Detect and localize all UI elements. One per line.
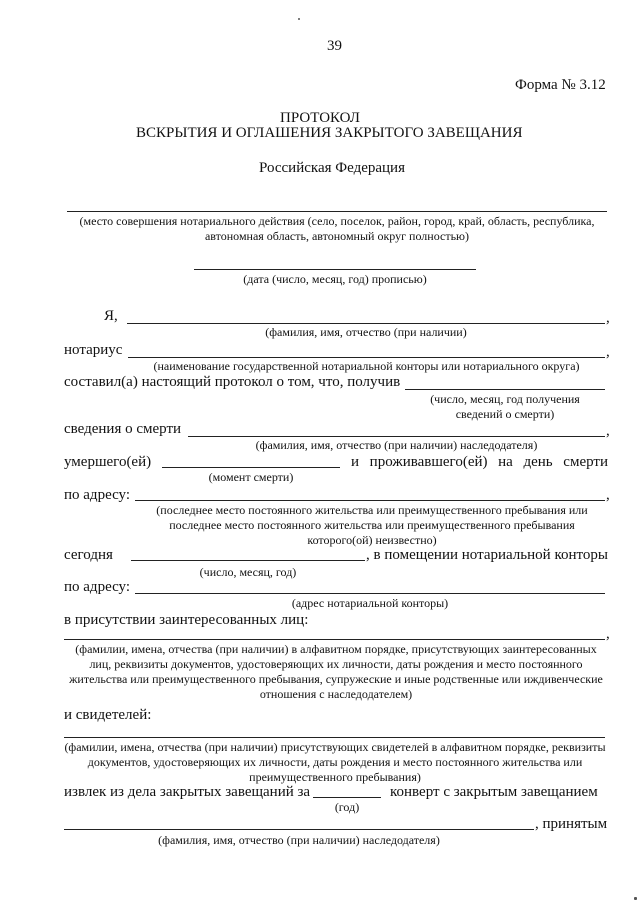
notary-office-caption: (наименование государственной нотариальной конторы или нотариального округа) xyxy=(153,359,580,373)
comma: , xyxy=(606,310,610,326)
label-address-2: по адресу: xyxy=(64,579,131,595)
comma: , xyxy=(606,344,610,360)
label-extracted: извлек из дела закрытых завещаний за xyxy=(64,784,311,800)
country-name: Российская Федерация xyxy=(259,160,405,176)
label-death-info: сведения о смерти xyxy=(64,421,182,437)
label-envelope: конверт с закрытым завещанием xyxy=(390,784,598,800)
interested-persons-caption: (фамилии, имена, отчества (при наличии) в алфавитном порядке, присутствующих заинтересованных лиц, реквизиты документов, удостоверяющих их личности, даты рождения и место постоянного жительства или преимущественного пребывания, супружеские и иные родственные или иждивенческие отношения с наследодателем) xyxy=(69,642,603,701)
info-date-caption: (число, месяц, год получения сведений о смерти) xyxy=(430,392,580,421)
last-address-caption: (последнее место постоянного жительства или преимущественного пребывания или последнее место постоянного жительства или преимущественного пребывания которого(ой) неизвестно) xyxy=(156,503,588,547)
comma: , xyxy=(606,423,610,439)
witnesses-line[interactable] xyxy=(64,737,605,738)
notary-office-line[interactable] xyxy=(128,357,605,358)
today-date-line[interactable] xyxy=(131,560,365,561)
testator-final-caption: (фамилия, имя, отчество (при наличии) наследодателя) xyxy=(158,833,440,847)
comma: , xyxy=(606,626,610,642)
today-date-caption: (число, месяц, год) xyxy=(199,565,297,579)
label-accepted: , принятым xyxy=(535,816,608,832)
death-moment-caption: (момент смерти) xyxy=(208,470,294,484)
place-field-line[interactable] xyxy=(67,211,607,212)
comma: , xyxy=(606,487,610,503)
info-date-line[interactable] xyxy=(405,389,605,390)
label-lived: и проживавшего(ей) на день смерти xyxy=(351,454,608,470)
notary-name-caption: (фамилия, имя, отчество (при наличии) xyxy=(265,325,467,339)
date-field-line[interactable] xyxy=(194,269,476,270)
date-caption: (дата (число, месяц, год) прописью) xyxy=(243,272,427,286)
year-line[interactable] xyxy=(313,797,381,798)
scan-speck xyxy=(298,18,300,20)
death-moment-line[interactable] xyxy=(162,467,340,468)
testator-name-caption: (фамилия, имя, отчество (при наличии) наследодателя) xyxy=(255,438,538,452)
page-number: 39 xyxy=(327,38,342,54)
label-witnesses: и свидетелей: xyxy=(64,707,152,723)
testator-final-line[interactable] xyxy=(64,829,534,830)
year-caption: (год) xyxy=(334,800,360,814)
testator-name-line[interactable] xyxy=(188,436,605,437)
notary-name-line[interactable] xyxy=(127,323,605,324)
label-in-office: , в помещении нотариальной конторы xyxy=(366,547,608,563)
label-address-1: по адресу: xyxy=(64,487,131,503)
place-caption: (место совершения нотариального действия (село, поселок, район, город, край, область, республика, автономная область, автономный округ полностью) xyxy=(79,214,595,243)
label-deceased: умершего(ей) xyxy=(64,454,152,470)
label-ya: Я, xyxy=(104,308,118,324)
label-compiled: составил(а) настоящий протокол о том, что, получив xyxy=(64,374,401,390)
label-notary: нотариус xyxy=(64,342,123,358)
label-presence: в присутствии заинтересованных лиц: xyxy=(64,612,309,628)
witnesses-caption: (фамилии, имена, отчества (при наличии) присутствующих свидетелей в алфавитном порядке, реквизиты документов, удостоверяющих их личности, даты рождения и место постоянного жительства или преимущественного пребывания) xyxy=(64,740,606,784)
interested-persons-line[interactable] xyxy=(64,639,605,640)
label-today: сегодня xyxy=(64,547,113,563)
office-address-caption: (адрес нотариальной конторы) xyxy=(291,596,449,610)
office-address-line[interactable] xyxy=(135,593,605,594)
last-address-line[interactable] xyxy=(135,500,605,501)
form-number: Форма № 3.12 xyxy=(515,77,606,93)
title-line-1: ПРОТОКОЛ xyxy=(280,110,360,126)
title-line-2: ВСКРЫТИЯ И ОГЛАШЕНИЯ ЗАКРЫТОГО ЗАВЕЩАНИЯ xyxy=(136,125,523,141)
scan-speck xyxy=(634,897,637,900)
